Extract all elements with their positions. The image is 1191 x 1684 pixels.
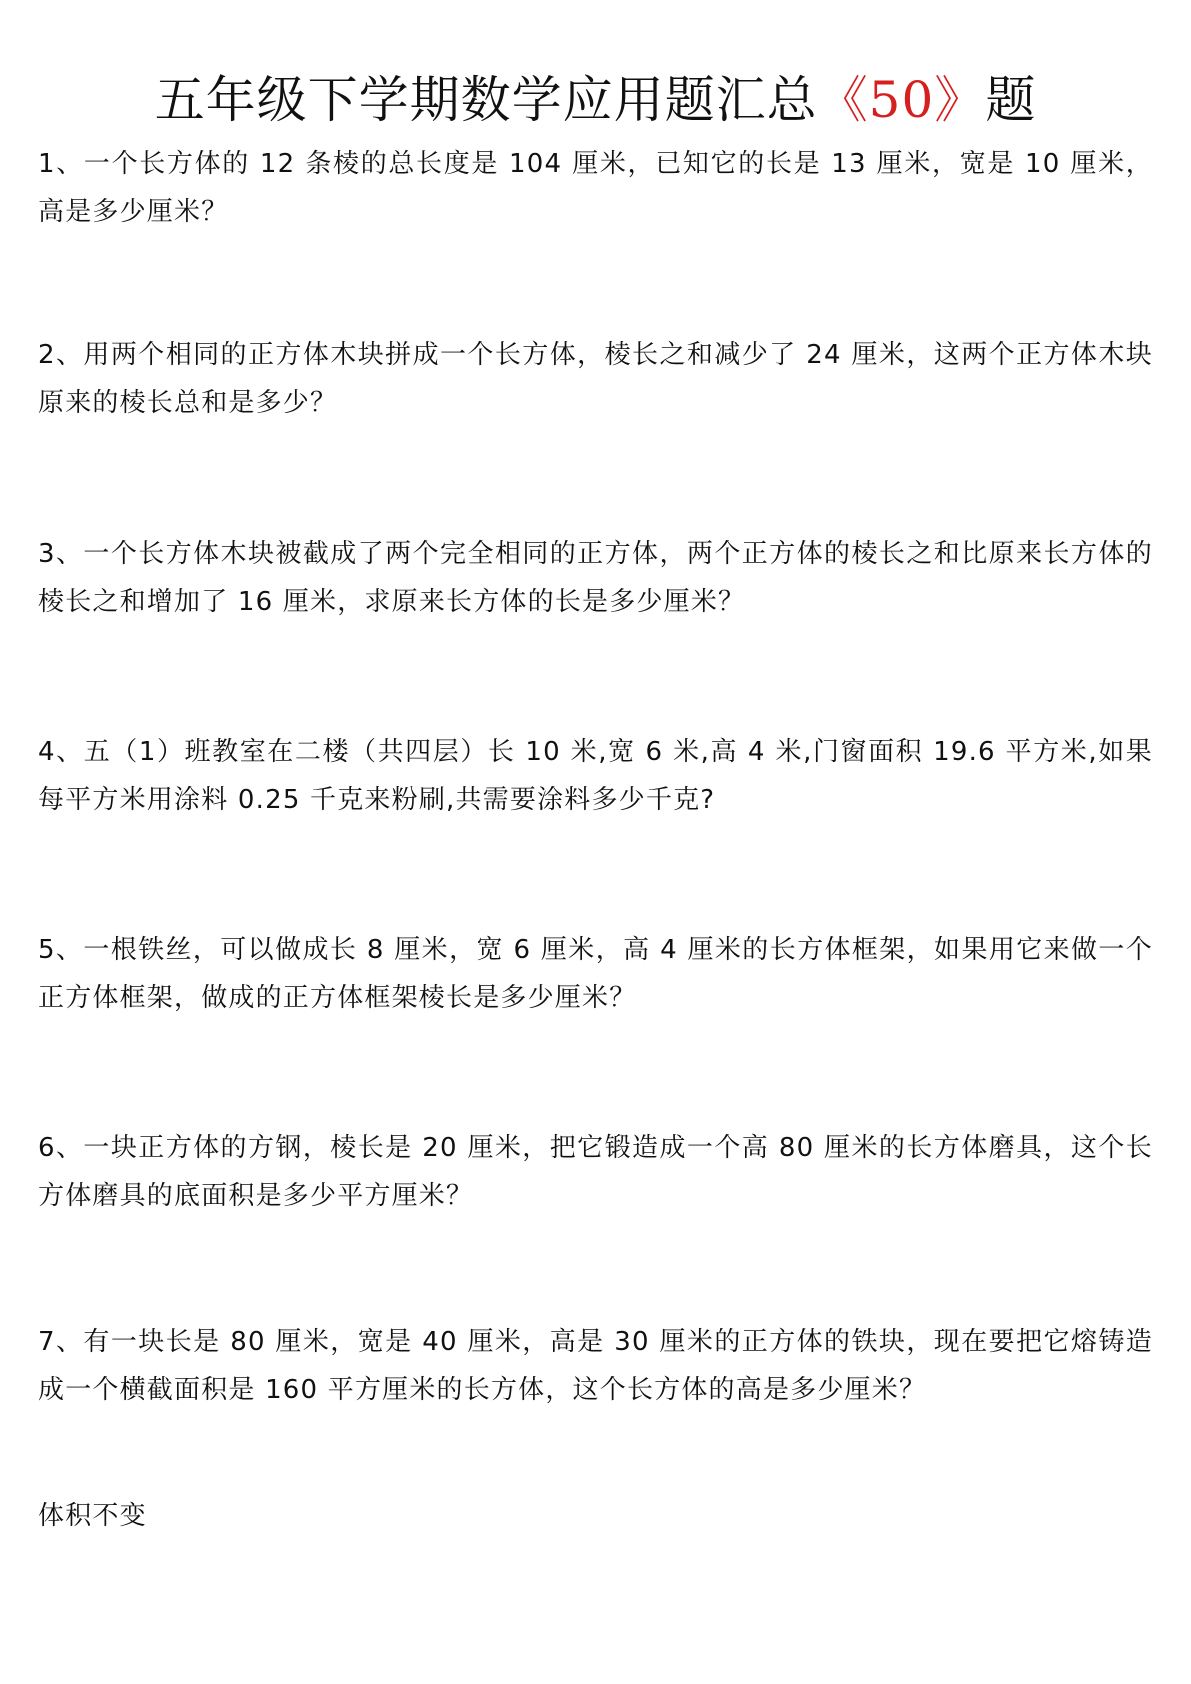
title-main: 五年级下学期数学应用题汇总 (154, 71, 818, 129)
problem-4: 4、五（1）班教室在二楼（共四层）长 10 米,宽 6 米,高 4 米,门窗面积 19.6 平方米,如果每平方米用涂料 0.25 千克来粉刷,共需要涂料多少千克? (38, 737, 1153, 815)
title-highlight: 《50》 (817, 71, 986, 129)
problem-7: 7、有一块长是 80 厘米，宽是 40 厘米，高是 30 厘米的正方体的铁块，现在要把它熔铸造成一个横截面积是 160 平方厘米的长方体，这个长方体的高是多少厘米？ (38, 1327, 1153, 1405)
problem-3: 3、一个长方体木块被截成了两个完全相同的正方体，两个正方体的棱长之和比原来长方体的棱长之和增加了 16 厘米，求原来长方体的长是多少厘米？ (38, 539, 1153, 617)
hint-note: 体积不变 (38, 1501, 147, 1531)
title-suffix: 题 (985, 71, 1037, 129)
problem-6: 6、一块正方体的方钢，棱长是 20 厘米，把它锻造成一个高 80 厘米的长方体磨具，这个长方体磨具的底面积是多少平方厘米？ (38, 1133, 1153, 1211)
problem-2: 2、用两个相同的正方体木块拼成一个长方体，棱长之和减少了 24 厘米，这两个正方体木块原来的棱长总和是多少？ (38, 340, 1153, 418)
problem-5: 5、一根铁丝，可以做成长 8 厘米，宽 6 厘米，高 4 厘米的长方体框架，如果用它来做一个正方体框架，做成的正方体框架棱长是多少厘米？ (38, 935, 1153, 1013)
page-title (0, 68, 1191, 132)
problem-1: 1、一个长方体的 12 条棱的总长度是 104 厘米，已知它的长是 13 厘米，宽是 10 厘米，高是多少厘米？ (38, 149, 1153, 227)
